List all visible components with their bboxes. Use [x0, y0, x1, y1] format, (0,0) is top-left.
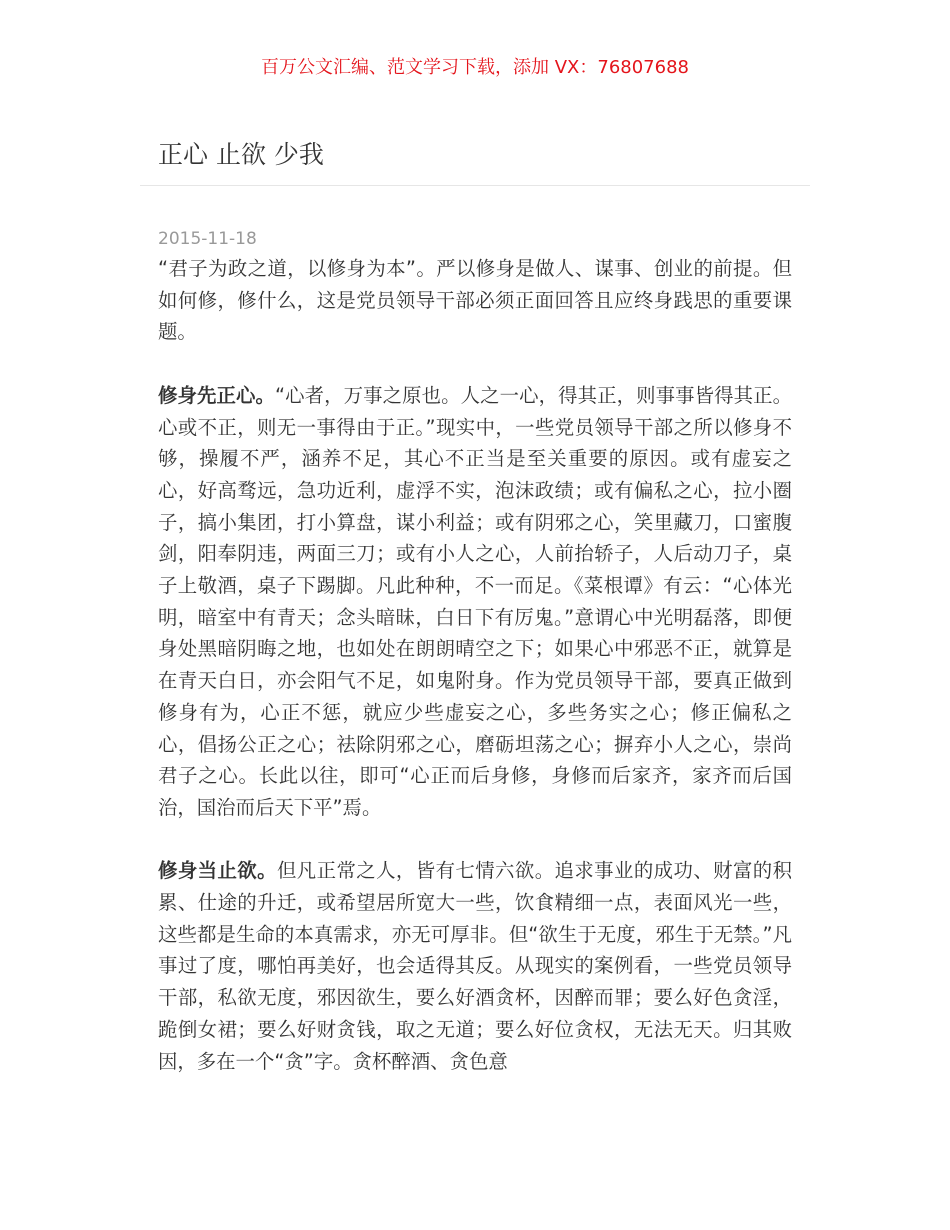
article-body: [158, 253, 792, 1109]
watermark-banner: 百万公文汇编、范文学习下载，添加 VX：76807688: [261, 57, 689, 78]
paragraph-text: “心者，万事之原也。人之一心，得其正，则事事皆得其正。心或不正，则无一事得由于正。”现实中，一些党员领导干部之所以修身不够，操履不严，涵养不足，其心不正当是至关重要的原因。或有虚妄之心，好高骛远，急功近利，虚浮不实，泡沫政绩；或有偏私之心，拉小圈子，搞小集团，打小算盘，谋小利益；或有阴邪之心，笑里藏刀，口蜜腹剑，阳奉阴违，两面三刀；或有小人之心，人前抬轿子，人后动刀子，桌子上敬酒，桌子下踢脚。凡此种种，不一而足。《菜根谭》有云：“心体光明，暗室中有青天；念头暗昧，白日下有厉鬼。”意谓心中光明磊落，即便身处黑暗阴晦之地，也如处在朗朗晴空之下；如果心中邪恶不正，就算是在青天白日，亦会阳气不足，如鬼附身。作为党员领导干部，要真正做到修身有为，心正不惩，就应少些虚妄之心，多些务实之心；修正偏私之心，倡扬公正之心；祛除阴邪之心，磨砺坦荡之心；摒弃小人之心，崇尚君子之心。长此以往，即可“心正而后身修，身修而后家齐，家齐而后国治，国治而后天下平”焉。: [158, 383, 793, 819]
paragraph-lead: 修身先正心。: [158, 383, 275, 407]
publish-date: 2015-11-18: [158, 229, 257, 249]
title-divider: [140, 185, 810, 186]
paragraph-zhiyu: [158, 855, 792, 1077]
paragraph-text: 但凡正常之人，皆有七情六欲。追求事业的成功、财富的积累、仕途的升迁，或希望居所宽大一些，饮食精细一点，表面风光一些，这些都是生命的本真需求，亦无可厚非。但“欲生于无度，邪生于无禁。”凡事过了度，哪怕再美好，也会适得其反。从现实的案例看，一些党员领导干部，私欲无度，邪因欲生，要么好酒贪杯，因醉而罪；要么好色贪淫，跪倒女裙；要么好财贪钱，取之无道；要么好位贪权，无法无天。归其败因，多在一个“贪”字。贪杯醉酒、贪色意: [158, 859, 793, 1073]
paragraph-lead: 修身当止欲。: [158, 859, 277, 883]
article-title: 正心 止欲 少我: [158, 140, 324, 169]
paragraph-intro: [158, 253, 792, 348]
paragraph-text: “君子为政之道，以修身为本”。严以修身是做人、谋事、创业的前提。但如何修，修什么，这是党员领导干部必须正面回答且应终身践思的重要课题。: [158, 257, 792, 344]
paragraph-zhengxin: [158, 380, 792, 824]
